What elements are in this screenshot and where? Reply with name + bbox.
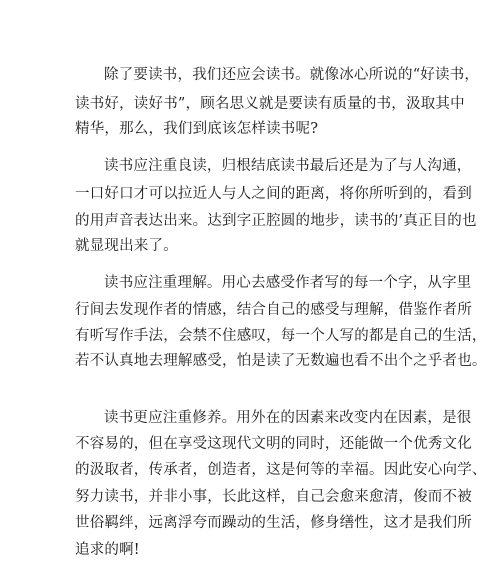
paragraph-3-line-1: 读书应注重理解。用心去感受作者写的每一个字，从字里: [104, 275, 472, 291]
paragraph-1-line-2: 读书好，读好书”，顾名思义就是要读有质量的书，汲取其中: [75, 96, 465, 112]
paragraph-1-line-3: 精华，那么，我们到底该怎样读书呢?: [75, 121, 319, 137]
paragraph-4-line-1: 读书更应注重修养。用外在的因素来改变内在因素，是很: [104, 410, 472, 426]
paragraph-2-line-2: 一口好口才可以拉近人与人之间的距离，将你所听到的，看到: [75, 186, 472, 202]
paragraph-4-line-2: 不容易的，但在享受这现代文明的同时，还能做一个优秀文化: [75, 436, 472, 452]
paragraph-2-line-4: 就显现出来了。: [75, 238, 178, 254]
paragraph-1-line-1: 除了要读书，我们还应会读书。就像冰心所说的“好读书，: [104, 67, 480, 83]
paragraph-4-line-3: 的汲取者，传承者，创造者，这是何等的幸福。因此安心向学、: [75, 462, 487, 478]
paragraph-3-line-3: 有听写作手法，会禁不住感叹，每一个人写的都是自己的生活，: [75, 328, 487, 344]
paragraph-2-line-3: 的用声音表达出来。达到字正腔圆的地步，读书的’真正目的也: [75, 213, 477, 229]
paragraph-4-line-4: 努力读书，并非小事，长此这样，自己会愈来愈清，俊而不被: [75, 489, 472, 505]
paragraph-4-line-6: 追求的啊!: [75, 542, 140, 558]
paragraph-2-line-1: 读书应注重良读，归根结底读书最后还是为了与人沟通，: [104, 158, 472, 174]
paragraph-4-line-5: 世俗羁绊，远离浮夸而躁动的生活，修身缮性，这才是我们所: [75, 515, 472, 531]
paragraph-3-line-2: 行间去发现作者的情感，结合自己的感受与理解，借鉴作者所: [75, 302, 472, 318]
paragraph-3-line-4: 若不认真地去理解感受，怕是读了无数遍也看不出个之乎者也。: [75, 353, 487, 369]
